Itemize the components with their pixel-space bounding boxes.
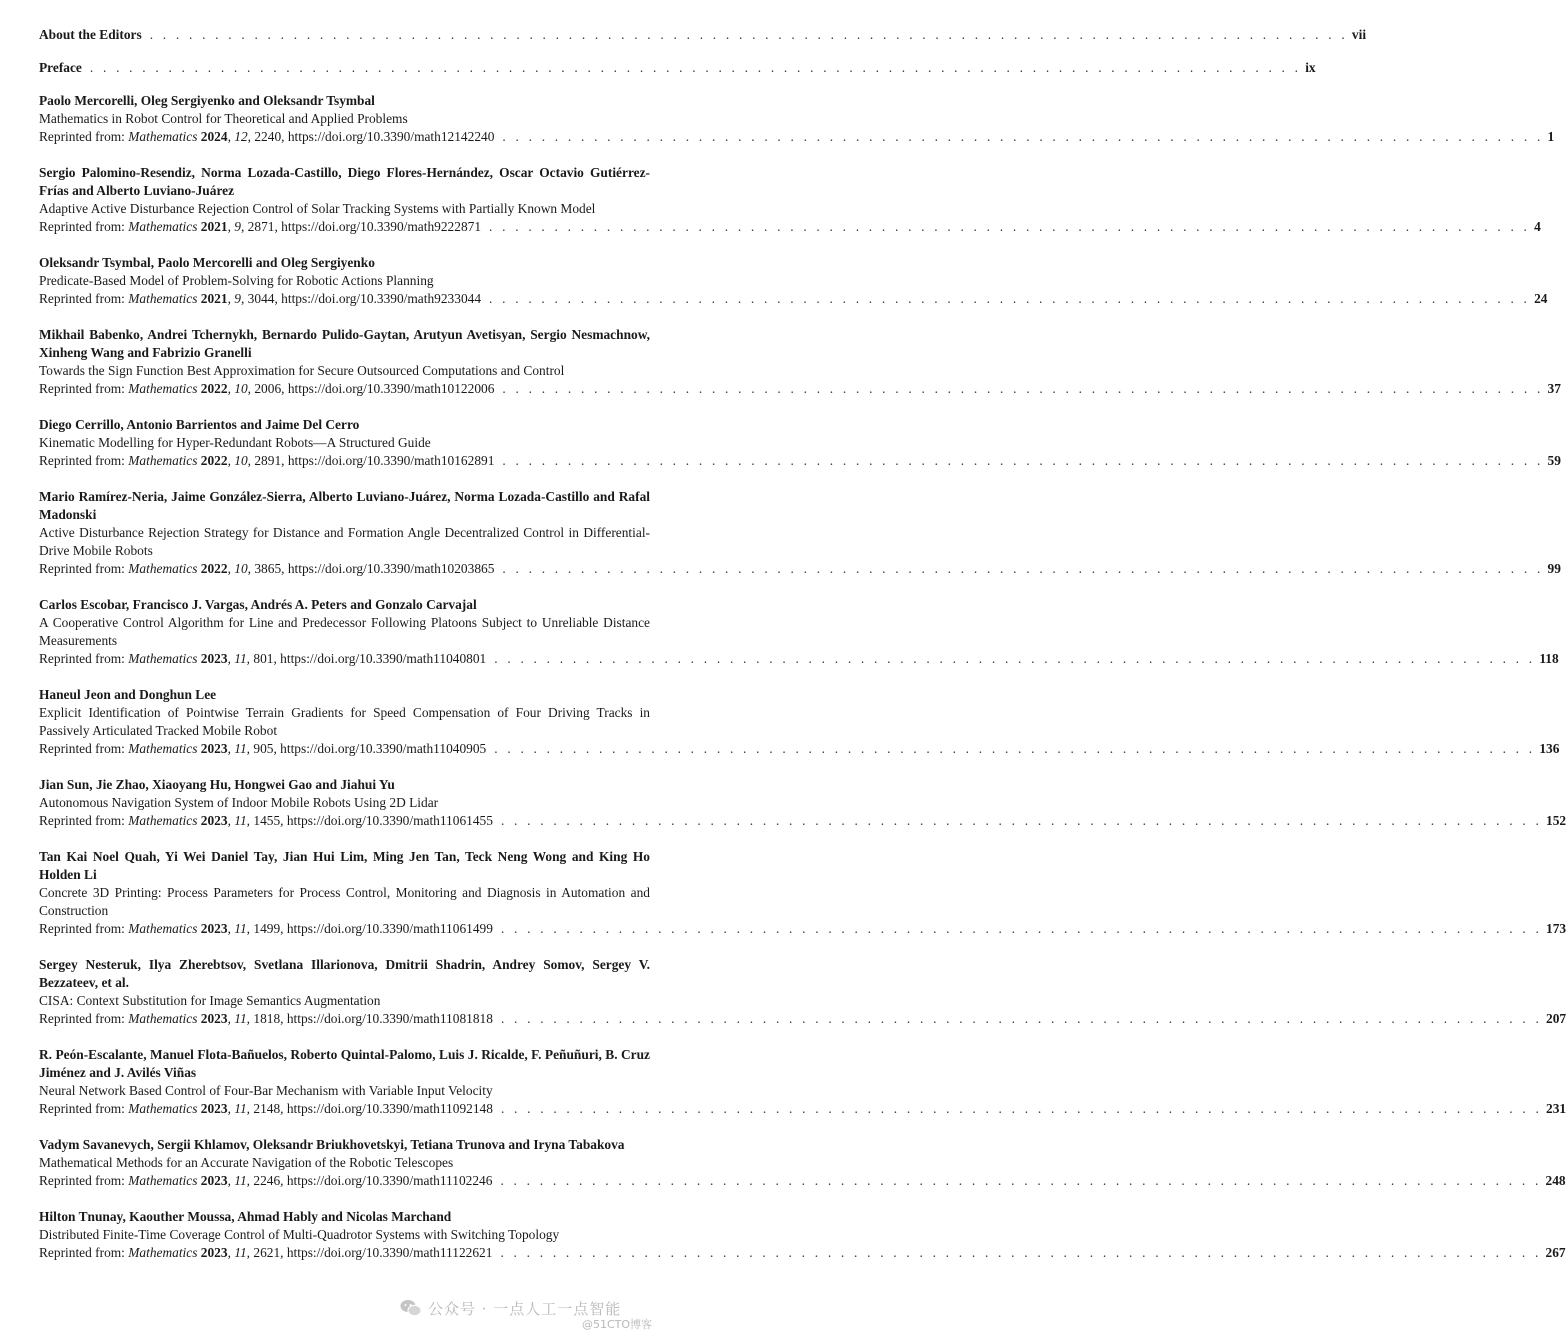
toc-label: Preface: [39, 60, 82, 75]
citation-doi[interactable]: https://doi.org/10.3390/math11081818: [286, 1011, 493, 1026]
entry-citation: [39, 1172, 1566, 1190]
entry-title: A Cooperative Control Algorithm for Line and Predecessor Following Platoons Subject to Unreliable Distance Measurements: [39, 615, 650, 648]
citation-prefix: Reprinted from:: [39, 1011, 129, 1026]
citation-doi[interactable]: https://doi.org/10.3390/math11102246: [286, 1173, 493, 1188]
entry-citation: [39, 650, 1559, 668]
citation-prefix: Reprinted from:: [39, 381, 129, 396]
citation-text: [39, 560, 494, 578]
citation-volume: 11: [234, 1101, 247, 1116]
toc-entry[interactable]: [39, 1046, 1566, 1118]
sep: ,: [280, 1101, 287, 1116]
toc-page-number: 173: [1546, 921, 1566, 936]
citation-text: [39, 128, 494, 146]
entry-authors: Paolo Mercorelli, Oleg Sergiyenko and Oleksandr Tsymbal: [39, 93, 375, 108]
journal-name: Mathematics: [128, 813, 198, 828]
dot-leader: . . . . . . . . . . . . . . . . . . . . . . . . . . . . . . . . . . . . . . . . . . . . . . . . . . . . . . . . . . . . . . . . . . . . . . . . . . . . . . . .: [502, 453, 1544, 468]
journal-name: Mathematics: [128, 1101, 198, 1116]
citation-text: [39, 1244, 492, 1262]
sep: ,: [227, 921, 235, 936]
sep: ,: [274, 291, 282, 306]
citation-year: 2023: [200, 1173, 228, 1188]
sep: ,: [280, 1245, 287, 1260]
citation-year: 2023: [200, 741, 228, 756]
sep: ,: [227, 129, 235, 144]
journal-name: Mathematics: [128, 921, 198, 936]
toc-page-number: 1: [1547, 129, 1555, 144]
citation-doi[interactable]: https://doi.org/10.3390/math10203865: [287, 561, 495, 576]
entry-citation: [39, 920, 1566, 938]
citation-prefix: Reprinted from:: [39, 921, 129, 936]
toc-entry[interactable]: [39, 596, 1559, 668]
sep: ,: [240, 291, 248, 306]
toc-entry[interactable]: [39, 488, 1561, 578]
citation-text: [39, 1100, 493, 1118]
citation-text: [39, 290, 481, 308]
entry-title: Kinematic Modelling for Hyper-Redundant Robots—A Structured Guide: [39, 435, 431, 450]
entry-title: Mathematics in Robot Control for Theoretical and Applied Problems: [39, 111, 408, 126]
toc-page-number: 136: [1539, 741, 1560, 756]
entry-authors: Haneul Jeon and Donghun Lee: [39, 687, 217, 702]
dot-leader: . . . . . . . . . . . . . . . . . . . . . . . . . . . . . . . . . . . . . . . . . . . . . . . . . . . . . . . . . . . . . . . . . . . . . . . . . . . . . . . .: [500, 1245, 1542, 1260]
journal-name: Mathematics: [128, 651, 198, 666]
entry-title: Mathematical Methods for an Accurate Navigation of the Robotic Telescopes: [39, 1155, 454, 1170]
toc-entry[interactable]: [39, 164, 1541, 236]
citation-article: 801: [253, 651, 274, 666]
toc-preface[interactable]: [39, 59, 1316, 77]
dot-leader: . . . . . . . . . . . . . . . . . . . . . . . . . . . . . . . . . . . . . . . . . . . . . . . . . . . . . . . . . . . . . . . . . . . . . . . . . . . . . . . .: [500, 813, 1543, 828]
citation-text: [39, 812, 493, 830]
entry-title: Predicate-Based Model of Problem-Solving for Robotic Actions Planning: [39, 273, 434, 288]
sep: ,: [227, 453, 235, 468]
sep: ,: [273, 651, 281, 666]
citation-doi[interactable]: https://doi.org/10.3390/math10122006: [287, 381, 495, 396]
toc-page-number: 118: [1539, 651, 1559, 666]
sep: ,: [246, 741, 254, 756]
toc-entry[interactable]: [39, 956, 1566, 1028]
wechat-icon: [400, 1299, 422, 1317]
journal-name: Mathematics: [128, 1245, 198, 1260]
citation-text: [39, 1172, 492, 1190]
citation-text: [39, 740, 486, 758]
citation-year: 2023: [200, 1011, 228, 1026]
sep: ,: [274, 219, 282, 234]
sep: ,: [281, 561, 288, 576]
toc-entry[interactable]: [39, 326, 1561, 398]
citation-year: 2022: [200, 561, 228, 576]
entry-authors: Hilton Tnunay, Kaouther Moussa, Ahmad Hably and Nicolas Marchand: [39, 1209, 452, 1224]
citation-year: 2021: [200, 219, 228, 234]
sep: ,: [246, 921, 254, 936]
sep: ,: [227, 1011, 235, 1026]
citation-prefix: Reprinted from:: [39, 1101, 129, 1116]
journal-name: Mathematics: [128, 219, 198, 234]
citation-volume: 10: [234, 561, 248, 576]
citation-article: 3044: [247, 291, 275, 306]
table-of-contents: [39, 26, 1566, 1280]
toc-entry[interactable]: [39, 1208, 1566, 1262]
entry-title: Neural Network Based Control of Four-Bar Mechanism with Variable Input Velocity: [39, 1083, 493, 1098]
entry-title: CISA: Context Substitution for Image Semantics Augmentation: [39, 993, 381, 1008]
toc-about-editors[interactable]: [39, 26, 1367, 44]
toc-entry[interactable]: [39, 686, 1560, 758]
citation-year: 2023: [200, 1245, 228, 1260]
citation-text: [39, 920, 493, 938]
citation-prefix: Reprinted from:: [39, 219, 129, 234]
entry-title: Towards the Sign Function Best Approximation for Secure Outsourced Computations and Control: [39, 363, 565, 378]
citation-volume: 9: [234, 219, 241, 234]
sep: ,: [227, 1245, 235, 1260]
sep: ,: [247, 129, 255, 144]
citation-year: 2023: [200, 1101, 228, 1116]
sep: ,: [281, 381, 288, 396]
citation-text: [39, 1010, 493, 1028]
citation-doi[interactable]: https://doi.org/10.3390/math11040905: [280, 741, 487, 756]
dot-leader: . . . . . . . . . . . . . . . . . . . . . . . . . . . . . . . . . . . . . . . . . . . . . . . . . . . . . . . . . . . . . . . . . . . . . . . . . . . . . . . .: [500, 1101, 1543, 1116]
sep: ,: [247, 561, 255, 576]
toc-page-number: 59: [1547, 453, 1561, 468]
citation-year: 2023: [200, 921, 228, 936]
citation-doi[interactable]: https://doi.org/10.3390/math11061499: [286, 921, 493, 936]
sep: ,: [246, 813, 254, 828]
entry-citation: [39, 128, 1555, 146]
toc-page-number: 37: [1547, 381, 1561, 396]
entry-authors: Vadym Savanevych, Sergii Khlamov, Oleksandr Briukhovetskyi, Tetiana Trunova and Iryna Tabakova: [39, 1137, 625, 1152]
citation-doi[interactable]: https://doi.org/10.3390/math11092148: [286, 1101, 493, 1116]
citation-doi[interactable]: https://doi.org/10.3390/math11122621: [286, 1245, 493, 1260]
citation-article: 905: [253, 741, 274, 756]
entry-title: Active Disturbance Rejection Strategy for Distance and Formation Angle Decentralized Control in Differential-Drive Mobile Robots: [39, 525, 650, 558]
citation-doi[interactable]: https://doi.org/10.3390/math10162891: [287, 453, 495, 468]
toc-entry[interactable]: [39, 776, 1566, 830]
sep: ,: [280, 921, 287, 936]
citation-text: [39, 650, 486, 668]
citation-volume: 10: [234, 381, 248, 396]
dot-leader: . . . . . . . . . . . . . . . . . . . . . . . . . . . . . . . . . . . . . . . . . . . . . . . . . . . . . . . . . . . . . . . . . . . . . . . . . . . . . . . .: [500, 1011, 1543, 1026]
citation-prefix: Reprinted from:: [39, 129, 129, 144]
citation-volume: 11: [234, 1173, 247, 1188]
citation-article: 1455: [253, 813, 281, 828]
sep: ,: [227, 1173, 235, 1188]
citation-year: 2023: [200, 813, 228, 828]
toc-page-number: 152: [1546, 813, 1566, 828]
citation-article: 2621: [253, 1245, 281, 1260]
citation-article: 1499: [253, 921, 281, 936]
sep: ,: [281, 129, 288, 144]
sep: ,: [227, 219, 235, 234]
dot-leader: . . . . . . . . . . . . . . . . . . . . . . . . . . . . . . . . . . . . . . . . . . . . . . . . . . . . . . . . . . . . . . . . . . . . . . . . . . . . . . . .: [500, 1173, 1542, 1188]
entry-authors: Diego Cerrillo, Antonio Barrientos and Jaime Del Cerro: [39, 417, 360, 432]
toc-page-number: 4: [1534, 219, 1541, 234]
sep: ,: [227, 561, 235, 576]
citation-volume: 10: [234, 453, 248, 468]
sep: ,: [281, 453, 288, 468]
citation-prefix: Reprinted from:: [39, 1173, 129, 1188]
toc-page-number: ix: [1305, 60, 1316, 75]
sep: ,: [227, 381, 235, 396]
citation-year: 2024: [200, 129, 228, 144]
sep: ,: [280, 1011, 287, 1026]
entry-citation: [39, 290, 1548, 308]
entry-title: Distributed Finite-Time Coverage Control of Multi-Quadrotor Systems with Switching Topology: [39, 1227, 560, 1242]
sep: ,: [246, 1173, 254, 1188]
watermark-subtext: @51CTO博客: [582, 1318, 653, 1331]
dot-leader: . . . . . . . . . . . . . . . . . . . . . . . . . . . . . . . . . . . . . . . . . . . . . . . . . . . . . . . . . . . . . . . . . . . . . . . . . . . . . . . .: [494, 741, 1536, 756]
sep: ,: [227, 1101, 235, 1116]
toc-entry[interactable]: [39, 416, 1561, 470]
citation-doi[interactable]: https://doi.org/10.3390/math11061455: [286, 813, 493, 828]
entry-authors: Carlos Escobar, Francisco J. Vargas, Andrés A. Peters and Gonzalo Carvajal: [39, 597, 477, 612]
citation-prefix: Reprinted from:: [39, 453, 129, 468]
sep: ,: [246, 651, 254, 666]
citation-doi[interactable]: https://doi.org/10.3390/math12142240: [287, 129, 495, 144]
citation-text: [39, 218, 481, 236]
entry-citation: [39, 218, 1541, 236]
watermark: [400, 1296, 682, 1336]
entry-citation: [39, 812, 1566, 830]
citation-volume: 12: [234, 129, 248, 144]
toc-page-number: 231: [1546, 1101, 1566, 1116]
citation-prefix: Reprinted from:: [39, 651, 129, 666]
entry-citation: [39, 1100, 1566, 1118]
dot-leader: . . . . . . . . . . . . . . . . . . . . . . . . . . . . . . . . . . . . . . . . . . . . . . . . . . . . . . . . . . . . . . . . . . . . . . . . . . . . . . . . . . . . . . . . . . . .: [149, 27, 1348, 42]
citation-article: 2246: [253, 1173, 281, 1188]
toc-label: About the Editors: [39, 27, 142, 42]
dot-leader: . . . . . . . . . . . . . . . . . . . . . . . . . . . . . . . . . . . . . . . . . . . . . . . . . . . . . . . . . . . . . . . . . . . . . . . . . . . . . . . .: [502, 129, 1544, 144]
sep: ,: [246, 1101, 254, 1116]
entry-authors: Sergey Nesteruk, Ilya Zherebtsov, Svetlana Illarionova, Dmitrii Shadrin, Andrey Somov, Sergey V. Bezzateev, et al.: [39, 957, 650, 990]
entry-citation: [39, 1244, 1566, 1262]
citation-article: 2891: [254, 453, 282, 468]
toc-entry-list: [39, 92, 1566, 1262]
sep: ,: [246, 1245, 254, 1260]
entry-authors: Mikhail Babenko, Andrei Tchernykh, Bernardo Pulido-Gaytan, Arutyun Avetisyan, Sergio Nesmachnow, Xinheng Wang and Fabrizio Granelli: [39, 327, 650, 360]
dot-leader: . . . . . . . . . . . . . . . . . . . . . . . . . . . . . . . . . . . . . . . . . . . . . . . . . . . . . . . . . . . . . . . . . . . . . . . . . . . . . . . .: [494, 651, 1536, 666]
sep: ,: [227, 741, 235, 756]
citation-volume: 11: [234, 741, 247, 756]
citation-article: 2148: [253, 1101, 281, 1116]
citation-volume: 9: [234, 291, 241, 306]
entry-title: Adaptive Active Disturbance Rejection Control of Solar Tracking Systems with Partially Known Model: [39, 201, 596, 216]
entry-authors: Tan Kai Noel Quah, Yi Wei Daniel Tay, Jian Hui Lim, Ming Jen Tan, Teck Neng Wong and King Ho Holden Li: [39, 849, 650, 882]
citation-article: 2240: [254, 129, 282, 144]
citation-volume: 11: [234, 921, 247, 936]
journal-name: Mathematics: [128, 561, 198, 576]
toc-page-number: 207: [1546, 1011, 1566, 1026]
dot-leader: . . . . . . . . . . . . . . . . . . . . . . . . . . . . . . . . . . . . . . . . . . . . . . . . . . . . . . . . . . . . . . . . . . . . . . . . . . . . . . . .: [489, 219, 1531, 234]
citation-prefix: Reprinted from:: [39, 1245, 129, 1260]
citation-prefix: Reprinted from:: [39, 291, 129, 306]
entry-authors: Jian Sun, Jie Zhao, Xiaoyang Hu, Hongwei Gao and Jiahui Yu: [39, 777, 395, 792]
citation-prefix: Reprinted from:: [39, 561, 129, 576]
entry-title: Concrete 3D Printing: Process Parameters for Process Control, Monitoring and Diagnosis in Automation and Construction: [39, 885, 650, 918]
entry-citation: [39, 740, 1560, 758]
journal-name: Mathematics: [128, 741, 198, 756]
sep: ,: [227, 291, 235, 306]
journal-name: Mathematics: [128, 453, 198, 468]
citation-text: [39, 452, 494, 470]
watermark-text: 公众号 · 一点人工一点智能: [428, 1300, 622, 1318]
toc-page-number: 99: [1547, 561, 1561, 576]
sep: ,: [246, 1011, 254, 1026]
toc-entry[interactable]: [39, 92, 1555, 146]
citation-volume: 11: [234, 1011, 247, 1026]
toc-entry[interactable]: [39, 848, 1566, 938]
journal-name: Mathematics: [128, 291, 198, 306]
citation-volume: 11: [234, 813, 247, 828]
sep: ,: [247, 381, 255, 396]
journal-name: Mathematics: [128, 1011, 198, 1026]
entry-citation: [39, 452, 1561, 470]
citation-year: 2023: [200, 651, 228, 666]
citation-doi[interactable]: https://doi.org/10.3390/math9222871: [281, 219, 482, 234]
entry-authors: Mario Ramírez-Neria, Jaime González-Sierra, Alberto Luviano-Juárez, Norma Lozada-Castillo and Rafal Madonski: [39, 489, 650, 522]
dot-leader: . . . . . . . . . . . . . . . . . . . . . . . . . . . . . . . . . . . . . . . . . . . . . . . . . . . . . . . . . . . . . . . . . . . . . . . . . . . . . . . .: [502, 561, 1544, 576]
citation-text: [39, 380, 494, 398]
citation-year: 2021: [200, 291, 228, 306]
dot-leader: . . . . . . . . . . . . . . . . . . . . . . . . . . . . . . . . . . . . . . . . . . . . . . . . . . . . . . . . . . . . . . . . . . . . . . . . . . . . . . . .: [502, 381, 1544, 396]
toc-page-number: 24: [1534, 291, 1548, 306]
entry-title: Explicit Identification of Pointwise Terrain Gradients for Speed Compensation of Four Driving Tracks in Passively Articulated Tracked Mobile Robot: [39, 705, 650, 738]
entry-citation: [39, 560, 1561, 578]
citation-prefix: Reprinted from:: [39, 741, 129, 756]
entry-authors: R. Peón-Escalante, Manuel Flota-Bañuelos, Roberto Quintal-Palomo, Luis J. Ricalde, F. Peñuñuri, B. Cruz Jiménez and J. Avilés Viñas: [39, 1047, 650, 1080]
citation-year: 2022: [200, 453, 228, 468]
sep: ,: [280, 1173, 287, 1188]
journal-name: Mathematics: [128, 1173, 198, 1188]
sep: ,: [227, 813, 235, 828]
citation-volume: 11: [234, 1245, 247, 1260]
citation-doi[interactable]: https://doi.org/10.3390/math11040801: [280, 651, 487, 666]
entry-citation: [39, 1010, 1566, 1028]
journal-name: Mathematics: [128, 129, 198, 144]
citation-article: 3865: [254, 561, 282, 576]
toc-page-number: 248: [1545, 1173, 1566, 1188]
sep: ,: [273, 741, 281, 756]
entry-authors: Sergio Palomino-Resendiz, Norma Lozada-Castillo, Diego Flores-Hernández, Oscar Octavio Gutiérrez-Frías and Alberto Luviano-Juárez: [39, 165, 650, 198]
toc-page-number: 267: [1545, 1245, 1566, 1260]
journal-name: Mathematics: [128, 381, 198, 396]
sep: ,: [280, 813, 287, 828]
citation-volume: 11: [234, 651, 247, 666]
dot-leader: . . . . . . . . . . . . . . . . . . . . . . . . . . . . . . . . . . . . . . . . . . . . . . . . . . . . . . . . . . . . . . . . . . . . . . . . . . . . . . . .: [489, 291, 1531, 306]
sep: ,: [227, 651, 235, 666]
sep: ,: [240, 219, 248, 234]
dot-leader: . . . . . . . . . . . . . . . . . . . . . . . . . . . . . . . . . . . . . . . . . . . . . . . . . . . . . . . . . . . . . . . . . . . . . . . . . . . . . . . .: [500, 921, 1543, 936]
entry-authors: Oleksandr Tsymbal, Paolo Mercorelli and Oleg Sergiyenko: [39, 255, 375, 270]
citation-year: 2022: [200, 381, 228, 396]
sep: ,: [247, 453, 255, 468]
citation-doi[interactable]: https://doi.org/10.3390/math9233044: [281, 291, 482, 306]
toc-entry[interactable]: [39, 1136, 1566, 1190]
citation-article: 2006: [254, 381, 282, 396]
toc-entry[interactable]: [39, 254, 1548, 308]
toc-page-number: vii: [1351, 27, 1367, 42]
citation-article: 1818: [253, 1011, 281, 1026]
entry-citation: [39, 380, 1561, 398]
citation-prefix: Reprinted from:: [39, 813, 129, 828]
citation-article: 2871: [247, 219, 275, 234]
entry-title: Autonomous Navigation System of Indoor Mobile Robots Using 2D Lidar: [39, 795, 439, 810]
dot-leader: . . . . . . . . . . . . . . . . . . . . . . . . . . . . . . . . . . . . . . . . . . . . . . . . . . . . . . . . . . . . . . . . . . . . . . . . . . . . . . . . . . . . . . . . . . . . .: [89, 60, 1302, 75]
